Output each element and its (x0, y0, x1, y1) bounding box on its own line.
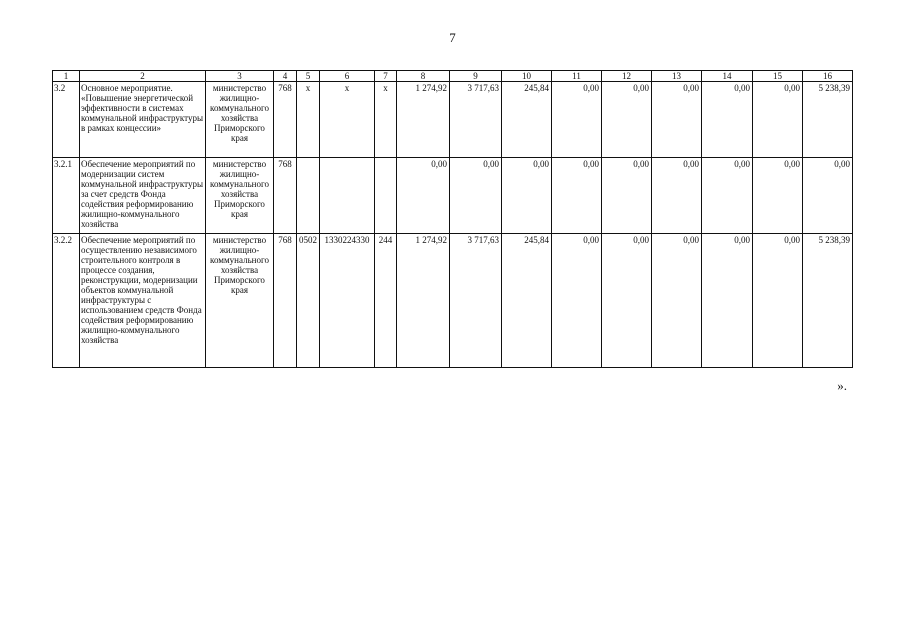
table-cell: 1330224330 (320, 234, 375, 368)
table-cell: 1 274,92 (397, 234, 450, 368)
table-cell: 1 274,92 (397, 82, 450, 158)
column-header: 3 (206, 71, 274, 82)
table-header-row (53, 71, 853, 82)
table-cell: 0,00 (702, 234, 753, 368)
table-cell: 5 238,39 (803, 234, 853, 368)
table-cell: 768 (274, 158, 297, 234)
table-cell: 3.2.2 (53, 234, 80, 368)
column-header: 8 (397, 71, 450, 82)
table-cell: 3.2.1 (53, 158, 80, 234)
table-cell: Основное мероприятие. «Повышение энергетической эффективности в системах коммунальной инфраструктуры в рамках концессии» (80, 82, 206, 158)
table-cell: 3.2 (53, 82, 80, 158)
table-row (53, 158, 853, 234)
table-cell: 0,00 (652, 158, 702, 234)
table-cell: 0,00 (602, 158, 652, 234)
table-cell: 768 (274, 82, 297, 158)
column-header: 9 (450, 71, 502, 82)
table-cell: 3 717,63 (450, 82, 502, 158)
table-cell: 245,84 (502, 234, 552, 368)
column-header: 2 (80, 71, 206, 82)
table-cell: 0502 (297, 234, 320, 368)
table-cell (320, 158, 375, 234)
column-header: 10 (502, 71, 552, 82)
table-cell: 3 717,63 (450, 234, 502, 368)
table-cell: 5 238,39 (803, 82, 853, 158)
table-cell: Обеспечение мероприятий по осуществлению независимого строительного контроля в процессе создания, реконструкции, модернизации объектов коммунальной инфраструктуры с использованием средств Фонда содействия реформированию жилищно-коммунального хозяйства (80, 234, 206, 368)
table-cell: 0,00 (652, 82, 702, 158)
table-cell: 245,84 (502, 82, 552, 158)
table-cell: 768 (274, 234, 297, 368)
table-cell: 0,00 (803, 158, 853, 234)
table-cell (297, 158, 320, 234)
table-cell: 0,00 (602, 82, 652, 158)
table-cell: 244 (375, 234, 397, 368)
column-header: 7 (375, 71, 397, 82)
table-row (53, 234, 853, 368)
table-cell: 0,00 (552, 234, 602, 368)
column-header: 4 (274, 71, 297, 82)
table-cell: 0,00 (502, 158, 552, 234)
table-cell: х (320, 82, 375, 158)
column-header: 12 (602, 71, 652, 82)
table-cell: 0,00 (552, 158, 602, 234)
column-header: 6 (320, 71, 375, 82)
table-cell: х (375, 82, 397, 158)
table-row (53, 82, 853, 158)
table-cell: 0,00 (602, 234, 652, 368)
table-cell: Обеспечение мероприятий по модернизации систем коммунальной инфраструктуры за счет средств Фонда содействия реформированию жилищно-коммунального хозяйства (80, 158, 206, 234)
table-cell: 0,00 (753, 82, 803, 158)
page-number: 7 (449, 30, 456, 45)
table-cell: министерство жилищно-коммунального хозяйства Приморского края (206, 158, 274, 234)
column-header: 14 (702, 71, 753, 82)
table-cell: х (297, 82, 320, 158)
table-cell: 0,00 (753, 234, 803, 368)
column-header: 13 (652, 71, 702, 82)
table-cell: 0,00 (702, 82, 753, 158)
table-cell (375, 158, 397, 234)
column-header: 16 (803, 71, 853, 82)
column-header: 5 (297, 71, 320, 82)
table-cell: 0,00 (450, 158, 502, 234)
table-cell: министерство жилищно-коммунального хозяйства Приморского края (206, 234, 274, 368)
table-cell: 0,00 (702, 158, 753, 234)
table-cell: 0,00 (397, 158, 450, 234)
budget-table (52, 70, 853, 368)
table-body (53, 71, 853, 368)
column-header: 15 (753, 71, 803, 82)
column-header: 1 (53, 71, 80, 82)
table-cell: 0,00 (753, 158, 803, 234)
table-cell: министерство жилищно-коммунального хозяйства Приморского края (206, 82, 274, 158)
table-cell: 0,00 (552, 82, 602, 158)
table-cell: 0,00 (652, 234, 702, 368)
column-header: 11 (552, 71, 602, 82)
closing-mark: ». (837, 378, 847, 393)
